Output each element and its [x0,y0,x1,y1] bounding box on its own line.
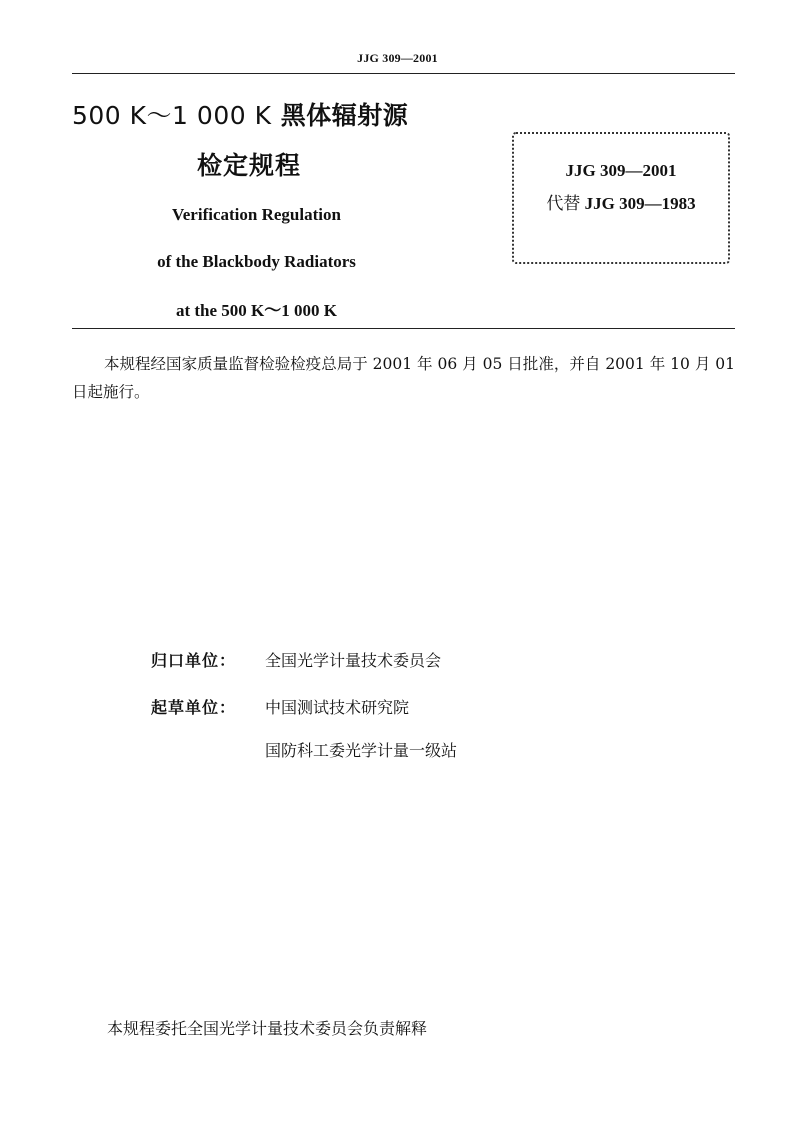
bottom-rule [72,328,735,329]
top-rule [72,73,735,74]
replaces-code: JJG 309—1983 [584,194,696,213]
title-subject: 黑体辐射源 [280,101,409,130]
standard-code-box [512,132,730,264]
code-box-code: JJG 309—2001 [565,161,677,180]
responsible-unit-label: 归口单位： [151,651,237,670]
code-box-replaces [514,189,728,214]
responsible-unit: 全国光学计量技术委员会 [265,651,442,670]
title-range: 500 K～1 000 K [72,101,272,130]
title-chinese-line-1 [72,96,408,132]
title-english-line-1: Verification Regulation [172,205,341,224]
approval-statement: 本规程经国家质量监督检验检疫总局于 2001 年 06 月 05 日批准，并自 2001 年 10 月 01 日起施行。 [72,355,735,401]
title-chinese-line-2: 检定规程 [197,151,302,180]
header-standard-code: JJG 309—2001 [357,51,438,65]
drafting-unit-label: 起草单位： [151,698,237,717]
replaces-prefix: 代替 [546,194,581,213]
drafting-unit-2: 国防科工委光学计量一级站 [265,741,458,760]
title-english-line-2: of the Blackbody Radiators [157,252,356,271]
drafting-unit-1: 中国测试技术研究院 [265,698,410,717]
interpretation-note: 本规程委托全国光学计量技术委员会负责解释 [107,1019,428,1038]
title-english-line-3: at the 500 K～1 000 K [175,301,338,320]
